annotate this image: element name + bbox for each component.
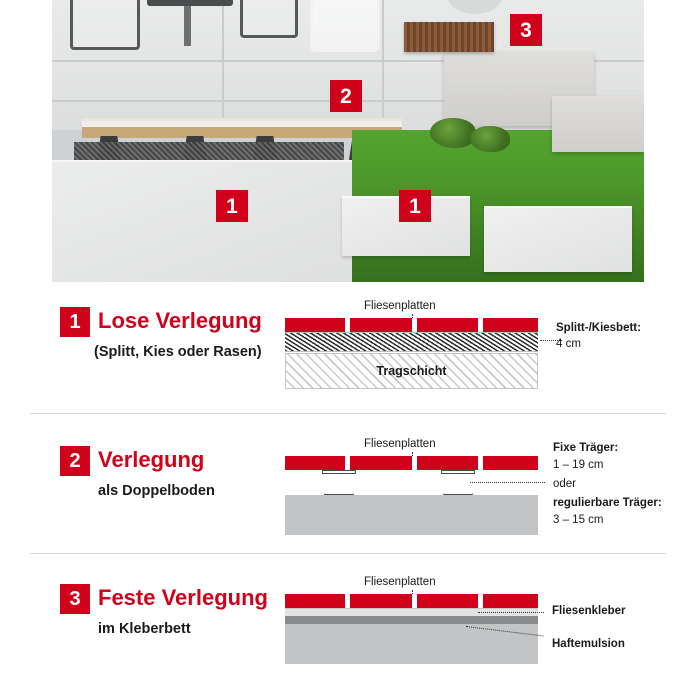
row1-subtitle: (Splitt, Kies oder Rasen) — [94, 344, 262, 360]
row1-title: Lose Verlegung — [98, 308, 262, 333]
row2-tile-joint — [412, 456, 417, 470]
row3-tile-joint — [345, 594, 350, 608]
photo-chair — [240, 0, 298, 38]
row1-bed-value: 4 cm — [556, 338, 581, 350]
row2-tile-joint — [478, 456, 483, 470]
row1-tile-joint — [478, 318, 483, 332]
row1-tile-joint — [345, 318, 350, 332]
row3-subtitle: im Kleberbett — [98, 621, 191, 637]
photo-chair — [70, 0, 140, 50]
row3-tile-joint — [478, 594, 483, 608]
photo-table-leg — [184, 6, 191, 46]
row1-base-layer: Tragschicht — [285, 353, 538, 389]
terrace-photo — [52, 0, 644, 282]
photo-wood-deck-panel — [404, 22, 494, 52]
row2-or-label: oder — [553, 478, 577, 490]
photo-large-tile-left — [52, 160, 352, 282]
photo-badge-3: 3 — [510, 14, 542, 46]
row1-top-label: Fliesenplatten — [364, 300, 436, 312]
method-row-1 — [0, 282, 696, 416]
row1-gravel-bed — [285, 332, 538, 352]
method-row-2 — [0, 416, 696, 556]
row2-adjustable-label: regulierbare Träger: — [553, 497, 662, 509]
row1-badge: 1 — [60, 307, 90, 337]
row3-adhesive-leader — [478, 612, 544, 613]
photo-stepping-stone — [484, 206, 632, 272]
photo-tile-seam — [382, 0, 384, 130]
photo-chair-white — [310, 0, 380, 52]
row1-divider — [30, 413, 666, 414]
photo-concrete-step — [552, 96, 644, 152]
row2-support-leader — [470, 482, 545, 483]
row2-pedestal — [324, 473, 354, 495]
row1-tile-joint — [412, 318, 417, 332]
photo-shrub — [470, 126, 510, 152]
photo-tile-seam — [222, 0, 224, 130]
row3-tile-joint — [412, 594, 417, 608]
row2-fixed-label: Fixe Träger: — [553, 442, 619, 454]
row3-bonding-label: Haftemulsion — [552, 638, 625, 650]
row1-bed-label: Splitt-/Kiesbett: — [556, 322, 641, 334]
row2-pedestal — [443, 473, 473, 495]
row2-divider — [30, 553, 666, 554]
photo-shrub — [430, 118, 476, 148]
row2-fixed-value: 1 – 19 cm — [553, 459, 604, 471]
row3-adhesive-label: Fliesenkleber — [552, 605, 626, 617]
method-row-3 — [0, 556, 696, 696]
row3-badge: 3 — [60, 584, 90, 614]
row2-top-label: Fliesenplatten — [364, 438, 436, 450]
photo-badge-1-left: 1 — [216, 190, 248, 222]
row2-adjustable-value: 3 – 15 cm — [553, 514, 604, 526]
row2-tile-joint — [345, 456, 350, 470]
photo-badge-2: 2 — [330, 80, 362, 112]
photo-badge-1-right: 1 — [399, 190, 431, 222]
row3-top-label: Fliesenplatten — [364, 576, 436, 588]
row3-title: Feste Verlegung — [98, 585, 268, 610]
row2-badge: 2 — [60, 446, 90, 476]
row2-title: Verlegung — [98, 447, 205, 472]
row3-bonding-layer — [285, 616, 538, 624]
row2-subtitle: als Doppelboden — [98, 483, 215, 499]
row2-base-slab — [285, 495, 538, 535]
